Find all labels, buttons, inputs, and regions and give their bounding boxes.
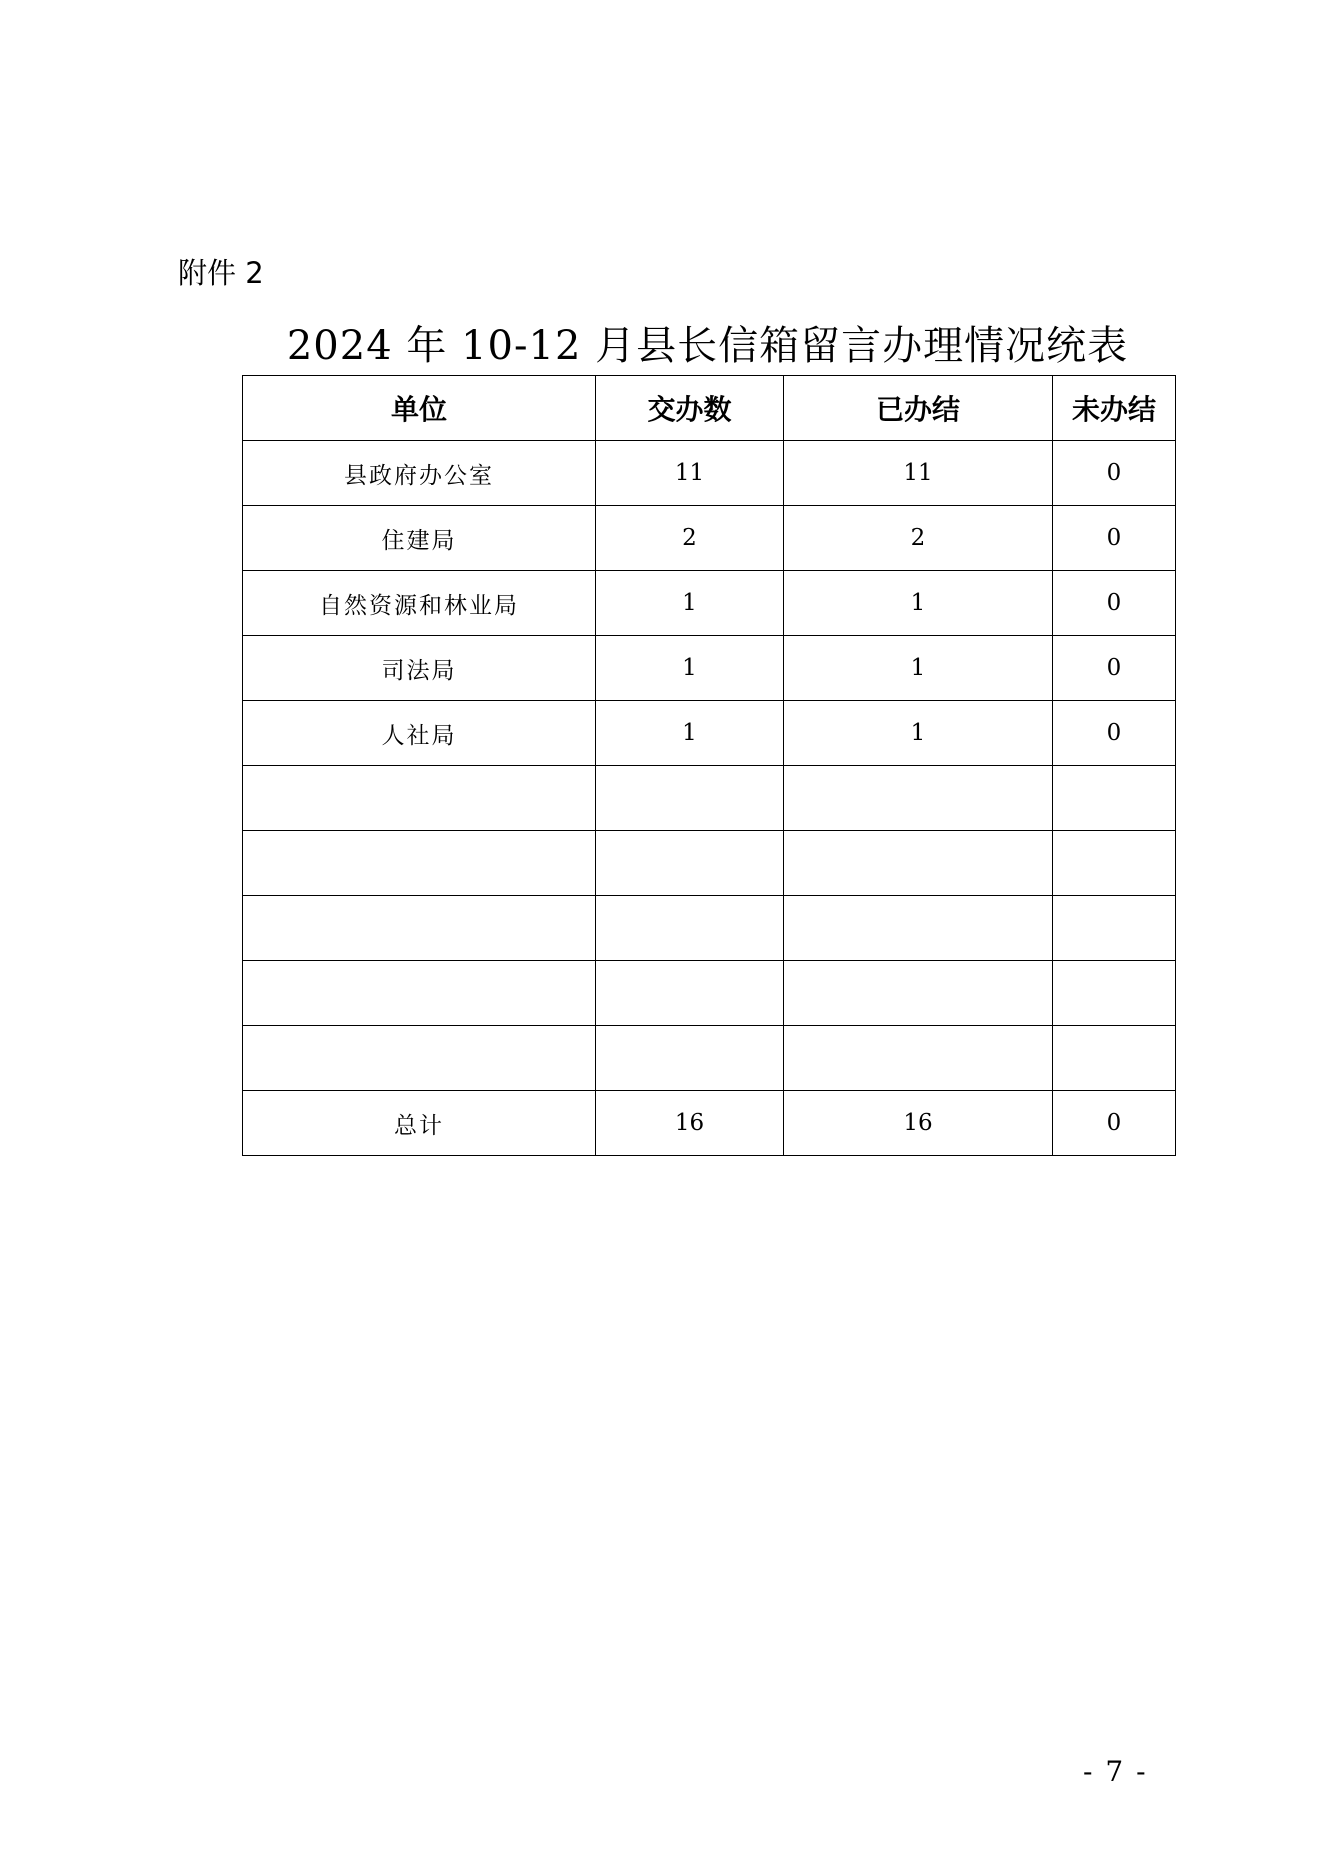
total-completed: 16 xyxy=(784,1091,1053,1156)
table-row xyxy=(243,701,1176,766)
cell-completed xyxy=(784,896,1053,961)
cell-completed: 1 xyxy=(784,636,1053,701)
cell-assigned: 1 xyxy=(596,701,784,766)
cell-completed: 1 xyxy=(784,571,1053,636)
cell-unit: 住建局 xyxy=(243,506,596,571)
cell-completed: 11 xyxy=(784,441,1053,506)
cell-assigned: 11 xyxy=(596,441,784,506)
cell-unit: 司法局 xyxy=(243,636,596,701)
table-row-empty xyxy=(243,766,1176,831)
cell-assigned xyxy=(596,1026,784,1091)
table-total-row xyxy=(243,1091,1176,1156)
cell-unit: 人社局 xyxy=(243,701,596,766)
total-label: 总计 xyxy=(243,1091,596,1156)
cell-pending: 0 xyxy=(1053,506,1176,571)
cell-assigned xyxy=(596,831,784,896)
cell-assigned xyxy=(596,896,784,961)
cell-unit xyxy=(243,1026,596,1091)
cell-completed: 1 xyxy=(784,701,1053,766)
cell-pending: 0 xyxy=(1053,441,1176,506)
table-row xyxy=(243,571,1176,636)
cell-pending xyxy=(1053,896,1176,961)
cell-unit xyxy=(243,831,596,896)
page-number: - 7 - xyxy=(1083,1755,1148,1788)
cell-unit: 县政府办公室 xyxy=(243,441,596,506)
total-pending: 0 xyxy=(1053,1091,1176,1156)
header-assigned: 交办数 xyxy=(596,376,784,441)
table-row xyxy=(243,441,1176,506)
table-row-empty xyxy=(243,896,1176,961)
table-row-empty xyxy=(243,961,1176,1026)
table-row-empty xyxy=(243,1026,1176,1091)
table-row xyxy=(243,636,1176,701)
table-header-row xyxy=(243,376,1176,441)
cell-completed: 2 xyxy=(784,506,1053,571)
cell-completed xyxy=(784,1026,1053,1091)
cell-assigned xyxy=(596,766,784,831)
cell-pending xyxy=(1053,766,1176,831)
cell-unit: 自然资源和林业局 xyxy=(243,571,596,636)
cell-pending: 0 xyxy=(1053,571,1176,636)
cell-unit xyxy=(243,766,596,831)
cell-pending xyxy=(1053,831,1176,896)
cell-completed xyxy=(784,766,1053,831)
attachment-label: 附件 2 xyxy=(178,256,264,290)
cell-unit xyxy=(243,896,596,961)
cell-pending: 0 xyxy=(1053,636,1176,701)
header-unit: 单位 xyxy=(243,376,596,441)
cell-unit xyxy=(243,961,596,1026)
table-row-empty xyxy=(243,831,1176,896)
cell-pending xyxy=(1053,961,1176,1026)
header-completed: 已办结 xyxy=(784,376,1053,441)
cell-pending xyxy=(1053,1026,1176,1091)
header-pending: 未办结 xyxy=(1053,376,1176,441)
cell-assigned: 1 xyxy=(596,636,784,701)
total-assigned: 16 xyxy=(596,1091,784,1156)
cell-assigned xyxy=(596,961,784,1026)
statistics-table xyxy=(242,375,1176,1156)
cell-pending: 0 xyxy=(1053,701,1176,766)
document-title: 2024 年 10-12 月县长信箱留言办理情况统表 xyxy=(286,323,1129,369)
cell-assigned: 1 xyxy=(596,571,784,636)
table-row xyxy=(243,506,1176,571)
cell-completed xyxy=(784,961,1053,1026)
cell-completed xyxy=(784,831,1053,896)
cell-assigned: 2 xyxy=(596,506,784,571)
